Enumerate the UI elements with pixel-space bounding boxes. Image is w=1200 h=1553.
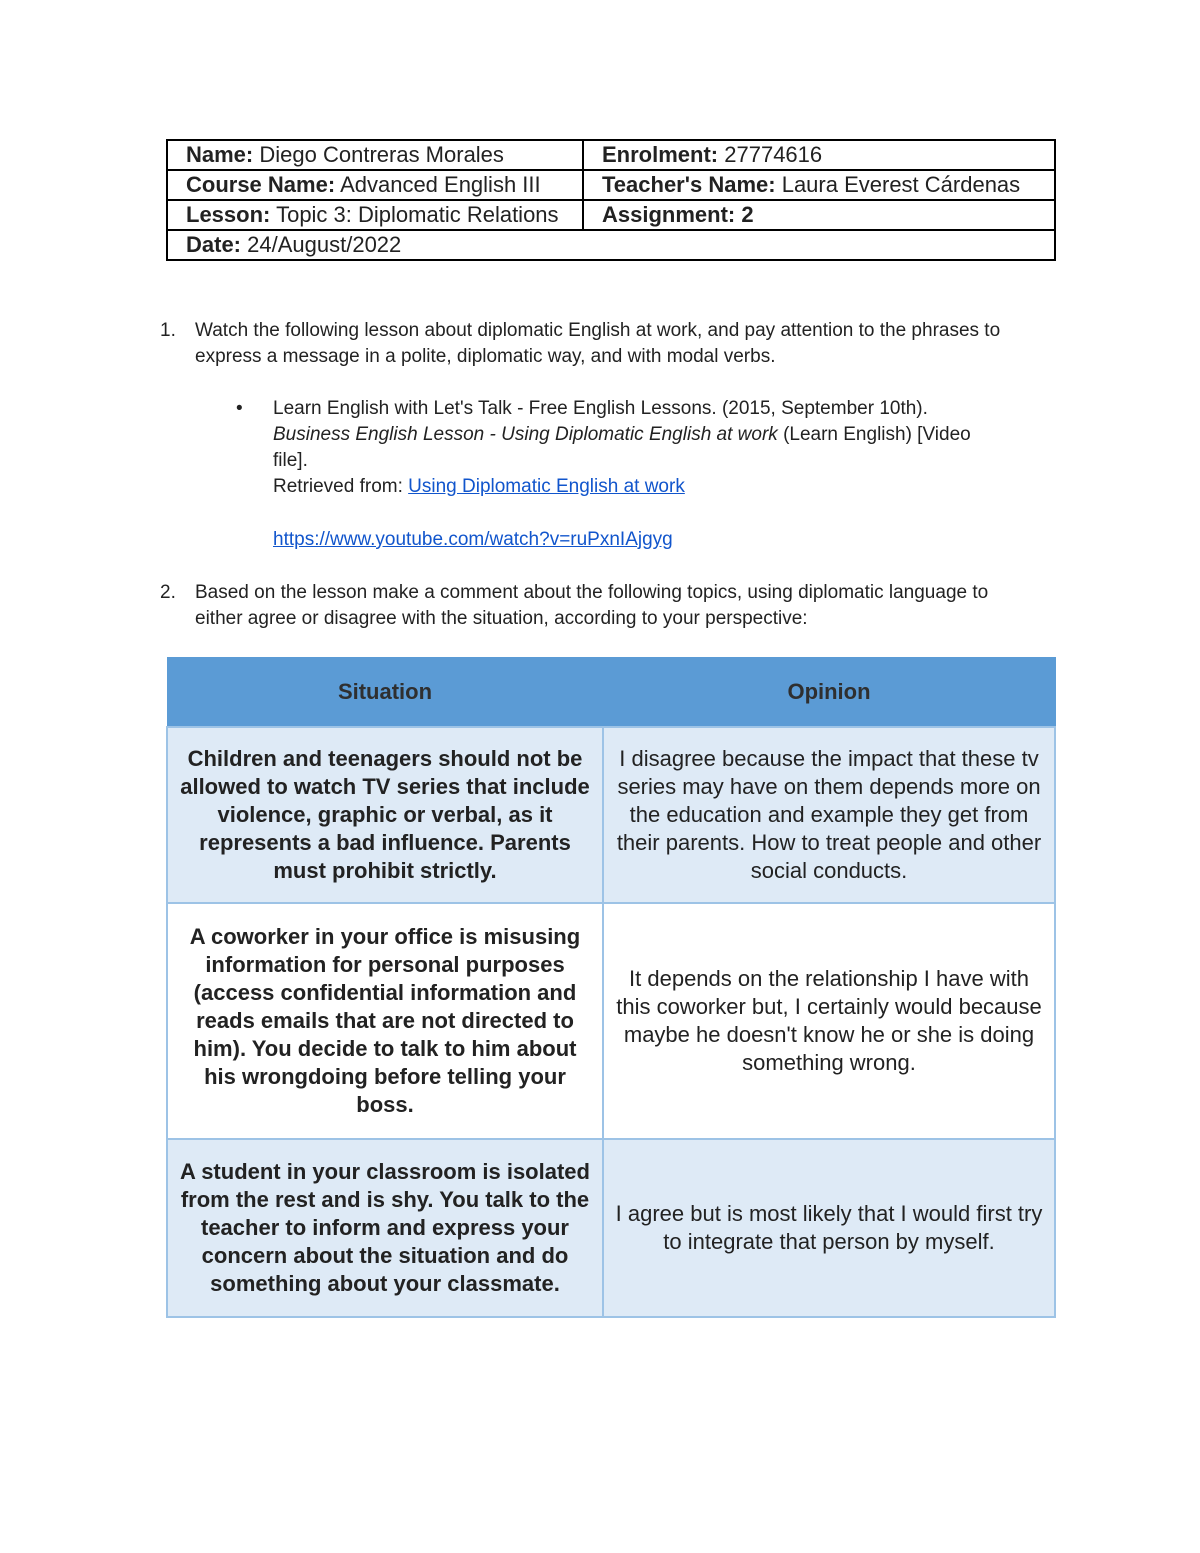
assignment-label: Assignment: (602, 202, 736, 227)
name-cell (167, 140, 583, 170)
instruction-number: 1. (160, 320, 176, 341)
video-url-link[interactable]: https://www.youtube.com/watch?v=ruPxnIAjgyg (273, 529, 673, 550)
course-cell (167, 170, 583, 200)
enrolment-label: Enrolment: (602, 142, 719, 167)
enrolment-value: 27774616 (724, 142, 823, 167)
assignment-cell (583, 200, 1055, 230)
assignment-value: 2 (741, 202, 754, 227)
course-value: Advanced English III (340, 172, 541, 197)
instruction-text: Watch the following lesson about diplomatic English at work, and pay attention to the phrases to express a message in a polite, diplomatic way, and with modal verbs. (195, 320, 1001, 367)
table-header-row (167, 658, 1055, 728)
info-row (167, 140, 1055, 170)
info-row (167, 200, 1055, 230)
reference-author-date: Learn English with Let's Talk - Free English Lessons. (2015, September 10th). (273, 398, 928, 419)
situation-header: Situation (167, 658, 603, 728)
opinion-cell: It depends on the relationship I have with this coworker but, I certainly would because maybe he doesn't know he or she is doing something wrong. (603, 903, 1055, 1139)
name-label: Name: (186, 142, 254, 167)
date-cell (167, 230, 1055, 260)
instruction-number: 2. (160, 582, 176, 603)
bullet-icon: • (236, 398, 243, 419)
situation-cell: A coworker in your office is misusing information for personal purposes (access confidential information and reads emails that are not directed to him). You decide to talk to him about his wrongdoing before telling your boss. (167, 903, 603, 1139)
table-row (167, 903, 1055, 1139)
opinion-cell: I disagree because the impact that these tv series may have on them depends more on the education and example they get from their parents. How to treat people and other social conducts. (603, 727, 1055, 903)
table-row (167, 1139, 1055, 1317)
lesson-label: Lesson: (186, 202, 271, 227)
lesson-value: Topic 3: Diplomatic Relations (276, 202, 559, 227)
teacher-value: Laura Everest Cárdenas (781, 172, 1021, 197)
instruction-text: Based on the lesson make a comment about the following topics, using diplomatic language to either agree or disagree with the situation, according to your perspective: (195, 582, 989, 629)
situation-cell: Children and teenagers should not be allowed to watch TV series that include violence, graphic or verbal, as it represents a bad influence. Parents must prohibit strictly. (167, 727, 603, 903)
table-row (167, 727, 1055, 903)
date-label: Date: (186, 232, 242, 257)
reference-title: Business English Lesson - Using Diplomatic English at work (273, 424, 778, 445)
info-row (167, 230, 1055, 260)
name-value: Diego Contreras Morales (259, 142, 504, 167)
teacher-label: Teacher's Name: (602, 172, 776, 197)
enrolment-cell (583, 140, 1055, 170)
reference-format: (Learn English) [Video file]. (273, 424, 971, 471)
opinion-cell: I agree but is most likely that I would first try to integrate that person by myself. (603, 1139, 1055, 1317)
student-info-table (166, 139, 1056, 261)
opinion-header: Opinion (603, 658, 1055, 728)
course-label: Course Name: (186, 172, 336, 197)
lesson-cell (167, 200, 583, 230)
reference-entry (273, 396, 973, 500)
info-row (167, 170, 1055, 200)
date-value: 24/August/2022 (247, 232, 402, 257)
situation-opinion-table (166, 657, 1056, 1318)
video-link[interactable]: Using Diplomatic English at work (408, 476, 685, 497)
situation-cell: A student in your classroom is isolated from the rest and is shy. You talk to the teacher to inform and express your concern about the situation and do something about your classmate. (167, 1139, 603, 1317)
retrieved-label: Retrieved from: (273, 476, 403, 497)
teacher-cell (583, 170, 1055, 200)
